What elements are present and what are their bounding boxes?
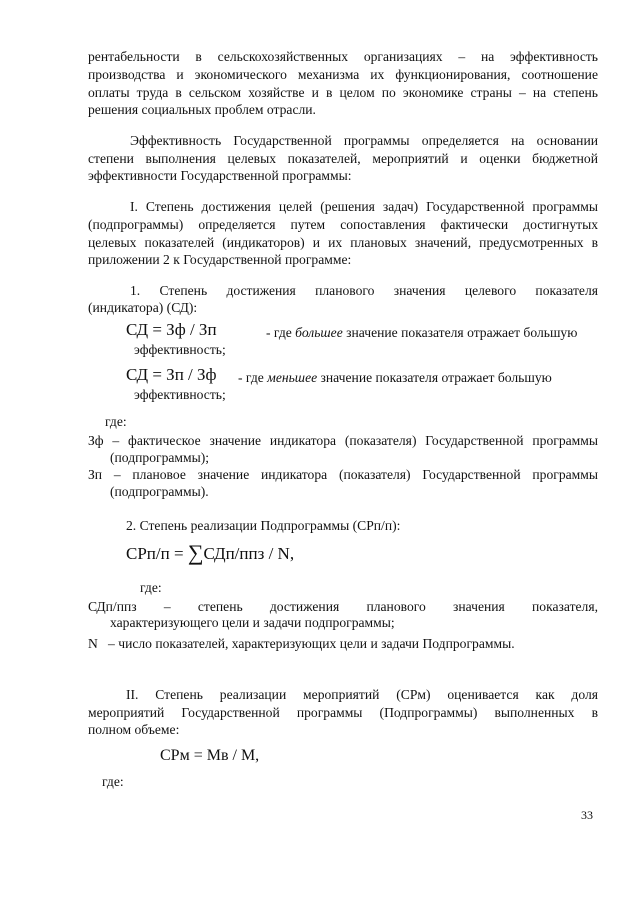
- paragraph-line: Эффективность Государственной программы определяется на основании: [130, 133, 598, 148]
- sum-symbol: ∑: [187, 540, 204, 565]
- definition-zf-cont: (подпрограммы);: [110, 450, 210, 465]
- paragraph-line: приложении 2 к Государственной программе:: [88, 252, 352, 267]
- formula-sd-1: СД = Зф / Зп: [126, 320, 217, 339]
- paragraph-line: целевых показателей (индикаторов) и их плановых значений, предусмотренных в: [88, 235, 598, 250]
- definition-sdpp: СДп/ппз – степень достижения планового значения показателя,: [88, 599, 598, 614]
- definition-zp-cont: (подпрограммы).: [110, 484, 209, 499]
- formula-sd-1-desc: - где большее значение показателя отражает большую: [266, 325, 578, 340]
- definition-sdpp-cont: характеризующего цели и задачи подпрограммы;: [110, 615, 395, 630]
- where-label: где:: [105, 414, 127, 429]
- paragraph-line: полном объеме:: [88, 722, 180, 737]
- formula-srpp: СРп/п = ∑СДп/ппз / N,: [126, 540, 295, 565]
- section-heading-2: 2. Степень реализации Подпрограммы (СРп/п):: [126, 518, 401, 533]
- paragraph-line: эффективности Государственной программы:: [88, 168, 352, 183]
- definition-n: N – число показателей, характеризующих цели и задачи Подпрограммы.: [88, 636, 515, 651]
- formula-sd-2: СД = Зп / Зф: [126, 365, 217, 384]
- definition-zp: Зп – плановое значение индикатора (показателя) Государственной программы: [88, 467, 598, 482]
- definition-zf: Зф – фактическое значение индикатора (показателя) Государственной программы: [88, 433, 598, 448]
- where-label: где:: [140, 580, 162, 595]
- paragraph-line: степени выполнения целевых показателей, мероприятий и оценки бюджетной: [88, 151, 598, 166]
- where-label: где:: [102, 774, 124, 789]
- section-heading-1: 1. Степень достижения планового значения целевого показателя: [130, 283, 598, 298]
- paragraph-line: рентабельности в сельскохозяйственных организациях – на эффективность: [88, 49, 598, 64]
- section-heading-1-cont: (индикатора) (СД):: [88, 300, 198, 315]
- page-number: 33: [581, 808, 593, 822]
- paragraph-line: мероприятий Государственной программы (Подпрограммы) выполненных в: [88, 705, 598, 720]
- formula-sd-2-desc: - где меньшее значение показателя отражает большую: [238, 370, 552, 385]
- formula-sd-2-desc-cont: эффективность;: [134, 387, 226, 402]
- paragraph-line: решения социальных проблем отрасли.: [88, 102, 316, 117]
- paragraph-line: оплаты труда в сельском хозяйстве и в целом по экономике страны – на степень: [88, 85, 598, 100]
- formula-sd-1-desc-cont: эффективность;: [134, 342, 226, 357]
- paragraph-line: II. Степень реализации мероприятий (СРм) оценивается как доля: [126, 687, 598, 702]
- formula-srm: СРм = Мв / М,: [160, 747, 260, 764]
- paragraph-line: производства и экономического механизма их функционирования, соотношение: [88, 67, 598, 82]
- paragraph-line: (подпрограммы) определяется путем сопоставления фактически достигнутых: [88, 217, 598, 232]
- paragraph-line: I. Степень достижения целей (решения задач) Государственной программы: [130, 199, 598, 214]
